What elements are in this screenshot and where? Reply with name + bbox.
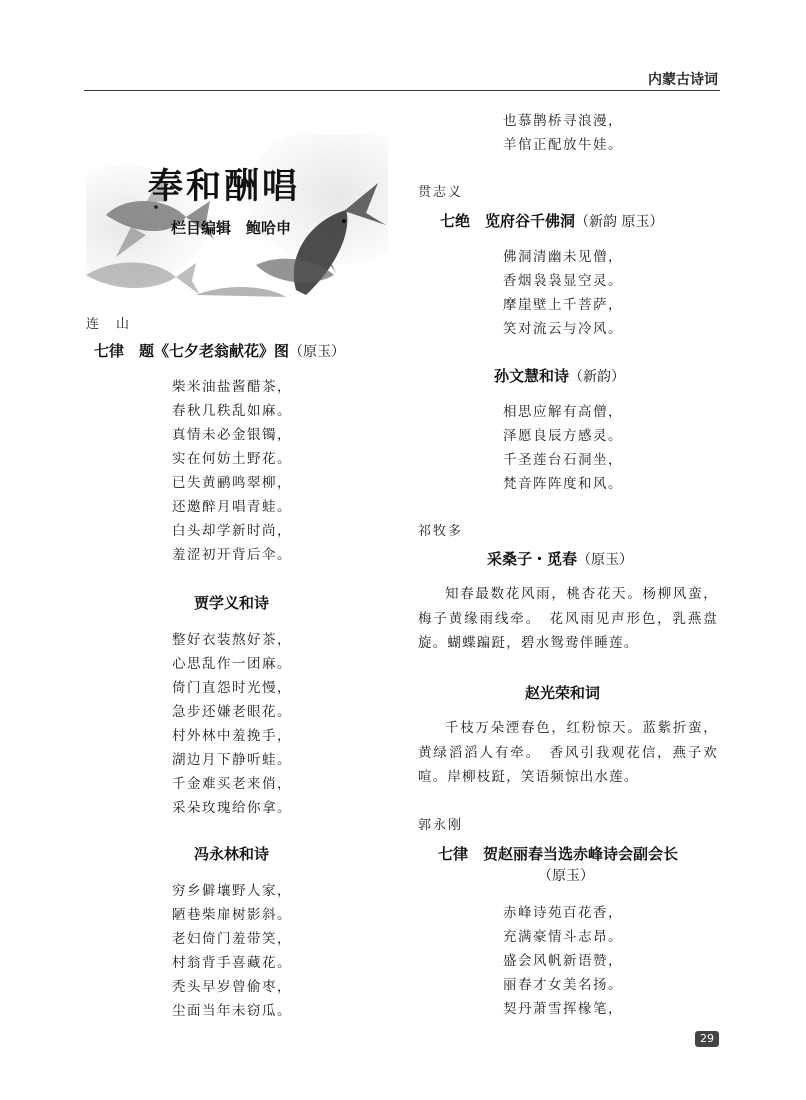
journal-title: 内蒙古诗词 — [648, 72, 718, 88]
poem-line: 还邀醉月唱青蛙。 — [172, 499, 292, 515]
poem-line: 赤峰诗苑百花香， — [503, 905, 623, 921]
header-rule — [84, 90, 720, 91]
poem-body — [503, 245, 623, 341]
poem-line: 摩崖壁上千菩萨， — [503, 297, 623, 313]
poem-body — [172, 879, 292, 1023]
poem-title-text: 七律 贺赵丽春当选赤峰诗会副会长 — [438, 845, 679, 863]
poem-line: 已失黄鹂鸣翠柳， — [172, 475, 292, 491]
poem-line: 柴米油盐酱醋茶， — [172, 379, 292, 395]
poem-line: 充满豪情斗志昂。 — [503, 929, 623, 945]
poem-body — [172, 628, 292, 820]
poem-line: 香烟袅袅显空灵。 — [503, 273, 623, 289]
poem-line: 相思应解有高僧， — [503, 404, 623, 420]
author-name: 连 山 — [86, 317, 132, 332]
poem-line: 实在何妨土野花。 — [172, 451, 292, 467]
poem-line: 心思乱作一团麻。 — [172, 656, 292, 672]
poem-line: 契丹萧雪挥椽笔， — [503, 1001, 623, 1017]
poem-line: 佛洞清幽未见僧， — [503, 249, 623, 265]
poem-line: 也慕鹊桥寻浪漫， — [503, 113, 623, 129]
poem-line: 梵音阵阵度和风。 — [503, 476, 623, 492]
poem-title-text: 赵光荣和词 — [525, 684, 601, 702]
ci-poem-body: 知春最数花风雨，桃杏花天。杨柳风蛮，梅子黄缘雨线牵。 花风雨见声形色，乳燕盘旋。蝴蝶蹁跹，碧水鸳鸯伴睡莲。 — [418, 586, 718, 651]
poem-title-note-line — [538, 865, 594, 885]
poem-title-note: （原玉） — [577, 552, 634, 568]
poem-title-text: 冯永林和诗 — [194, 845, 270, 863]
poem-body — [503, 901, 623, 1021]
section-banner — [86, 135, 388, 297]
author-name: 贯志义 — [418, 185, 464, 200]
poem-line: 秃头早岁曾偷枣， — [172, 979, 292, 995]
poem-line: 丽春才女美名扬。 — [503, 977, 623, 993]
poem-body — [172, 375, 292, 567]
poem-line: 村翁背手喜藏花。 — [172, 955, 292, 971]
poem-line: 千圣莲台石洞坐， — [503, 452, 623, 468]
author-name: 祁牧多 — [418, 524, 464, 539]
poem-line: 羊倌正配放牛娃。 — [503, 137, 623, 153]
poem-line: 倚门直怨时光慢， — [172, 680, 292, 696]
poem-title-text: 孙文慧和诗 — [494, 367, 570, 385]
poem-line: 盛会风帆新语赞， — [503, 953, 623, 969]
poem-title-note: （新韵 原玉） — [575, 214, 664, 230]
poem-title — [194, 843, 269, 864]
poem-title-text: 七律 题《七夕老翁献花》图 — [94, 342, 290, 360]
poem-title-note: （新韵） — [569, 369, 626, 385]
poem-line: 急步还嫌老眼花。 — [172, 704, 292, 720]
poem-title-text: 贾学义和诗 — [194, 594, 270, 612]
poem-title — [525, 682, 600, 703]
poem-title-note: （原玉） — [289, 344, 346, 360]
section-editor: 栏目编辑 鲍哈申 — [171, 219, 292, 237]
author-name: 郭永刚 — [418, 818, 464, 833]
poem-body — [503, 400, 623, 496]
page-number: 29 — [695, 1031, 719, 1047]
poem-line: 陋巷柴扉树影斜。 — [172, 907, 292, 923]
poem-line: 穷乡僻壤野人家， — [172, 883, 292, 899]
poem-line: 笑对流云与冷风。 — [503, 321, 623, 337]
poem-title-text: 采桑子・觅春 — [487, 550, 578, 568]
poem-line: 春秋几秩乱如麻。 — [172, 403, 292, 419]
poem-title — [438, 843, 678, 864]
poem-line: 真情未必金银镯， — [172, 427, 292, 443]
ci-poem-body: 千枝万朵湮春色，红粉惊天。蓝紫折蛮，黄绿滔滔人有牵。 香风引我观花信，燕子欢喧。岸柳枝跹，笑语频惊出水莲。 — [418, 720, 718, 785]
poem-line: 村外林中羞挽手， — [172, 728, 292, 744]
poem-line: 千金难买老来俏， — [172, 776, 292, 792]
poem-body-continued — [503, 109, 623, 157]
poem-title-note: （原玉） — [538, 868, 594, 884]
poem-title — [440, 210, 663, 231]
poem-title — [494, 365, 625, 386]
poem-line: 湖边月下静听蛙。 — [172, 752, 292, 768]
poem-title — [94, 340, 345, 361]
poem-line: 采朵玫瑰给你拿。 — [172, 800, 292, 816]
poem-line: 羞涩初开背后伞。 — [172, 547, 292, 563]
poem-title-text: 七绝 览府谷千佛洞 — [440, 212, 576, 230]
poem-line: 白头却学新时尚， — [172, 523, 292, 539]
poem-line: 泽愿良辰方感灵。 — [503, 428, 623, 444]
poem-line: 尘面当年未窃瓜。 — [172, 1003, 292, 1019]
section-title: 奉和酬唱 — [148, 166, 301, 207]
poem-title — [194, 592, 269, 613]
poem-line: 整好衣装熬好茶， — [172, 632, 292, 648]
poem-line: 老妇倚门羞带笑， — [172, 931, 292, 947]
poem-title — [487, 548, 633, 569]
